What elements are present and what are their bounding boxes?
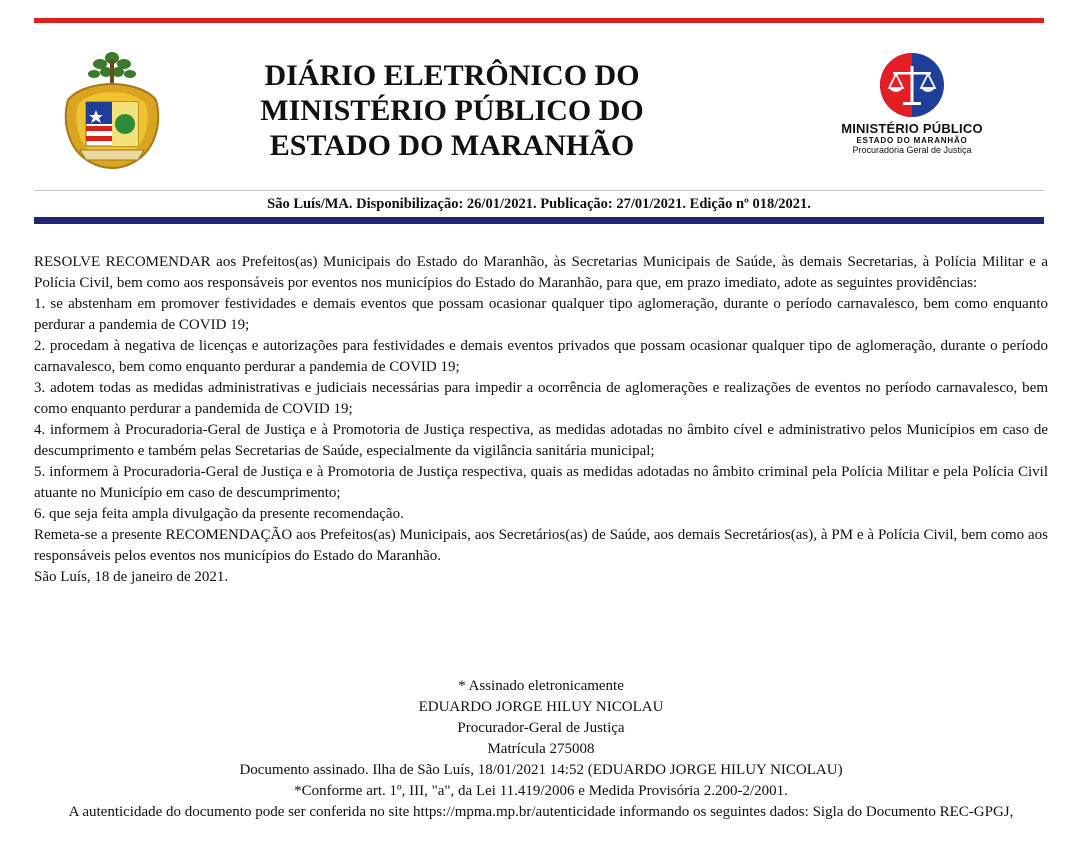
maranhao-coat-of-arms-icon — [60, 50, 164, 172]
signatory-role: Procurador-Geral de Justiça — [457, 720, 625, 736]
ministerio-publico-logo — [822, 52, 1002, 182]
logo-name: MINISTÉRIO PÚBLICO — [841, 121, 983, 136]
top-red-rule — [34, 18, 1044, 23]
body-paragraph: 6. que seja feita ampla divulgação da presente recomendação. — [34, 506, 404, 522]
legal-basis: *Conforme art. 1º, III, "a", da Lei 11.419/2006 e Medida Provisória 2.200-2/2001. — [294, 783, 788, 799]
body-paragraph: RESOLVE RECOMENDAR aos Prefeitos(as) Municipais do Estado do Maranhão, às Secretarias Municipais de Saúde, às demais Secretarias, à Polícia Militar e a Polícia Civil, bem como aos responsáveis por eventos nos municípios do Estado do Maranhão, para que, em prazo imediato, adote as seguintes providências: — [34, 254, 1048, 291]
body-paragraph: São Luís, 18 de janeiro de 2021. — [34, 569, 229, 585]
signatory-registration: Matrícula 275008 — [487, 741, 595, 757]
signature-block — [34, 676, 1048, 823]
body-paragraph: 2. procedam à negativa de licenças e autorizações para festividades e demais eventos privados que possam ocasionar qualquer tipo de aglomeração, durante o período carnavalesco, bem como enquanto perdurar a pandemia de COVID 19; — [34, 338, 1048, 375]
signature-line: * Assinado eletronicamente — [458, 678, 624, 694]
signature-timestamp: Documento assinado. Ilha de São Luís, 18/01/2021 14:52 (EDUARDO JORGE HILUY NICOLAU) — [239, 762, 843, 778]
journal-title-line: ESTADO DO MARANHÃO — [269, 129, 635, 162]
blue-rule — [34, 217, 1044, 224]
signatory-name: EDUARDO JORGE HILUY NICOLAU — [418, 699, 664, 715]
body-paragraph: 5. informem à Procuradoria-Geral de Justiça e à Promotoria de Justiça respectiva, quais as medidas adotadas no âmbito criminal pela Polícia Militar e pela Polícia Civil atuante no Município em caso de descumprimento; — [34, 464, 1048, 501]
header-divider — [34, 190, 1044, 191]
publication-line: São Luís/MA. Disponibilização: 26/01/2021. Publicação: 27/01/2021. Edição nº 018/2021. — [267, 196, 811, 212]
journal-title — [212, 58, 692, 163]
authenticity-note: A autenticidade do documento pode ser conferida no site https://mpma.mp.br/autenticidade informando os seguintes dados: Sigla do Documento REC-GPGJ, — [68, 804, 1014, 820]
journal-title-line: MINISTÉRIO PÚBLICO DO — [260, 94, 644, 127]
logo-subtitle: ESTADO DO MARANHÃO — [856, 136, 968, 145]
body-paragraph: 4. informem à Procuradoria-Geral de Justiça e à Promotoria de Justiça respectiva, as medidas adotadas no âmbito cível e administrativo pelos Municípios em caso de descumprimento e também pelas Secretarias de Saúde, especialmente da vigilância sanitária municipal; — [34, 422, 1048, 459]
journal-title-line: DIÁRIO ELETRÔNICO DO — [264, 59, 640, 92]
logo-department: Procuradoria Geral de Justiça — [852, 145, 972, 155]
scales-of-justice-icon — [879, 52, 945, 118]
body-paragraph: Remeta-se a presente RECOMENDAÇÃO aos Prefeitos(as) Municipais, aos Secretários(as) de Saúde, aos demais Secretários(as), à PM e à Polícia Civil, bem como aos responsáveis pelos eventos nos municípios do Estado do Maranhão. — [34, 527, 1048, 564]
document-body — [34, 252, 1048, 588]
body-paragraph: 1. se abstenham em promover festividades e demais eventos que possam ocasionar qualquer tipo aglomeração, durante o período carnavalesco, bem como enquanto perdurar a pandemia de COVID 19; — [34, 296, 1048, 333]
document-header — [34, 30, 1044, 190]
body-paragraph: 3. adotem todas as medidas administrativas e judiciais necessárias para impedir a ocorrência de aglomerações e realizações de eventos no período carnavalesco, bem como enquanto perdurar a pandemida de COVID 19; — [34, 380, 1048, 417]
